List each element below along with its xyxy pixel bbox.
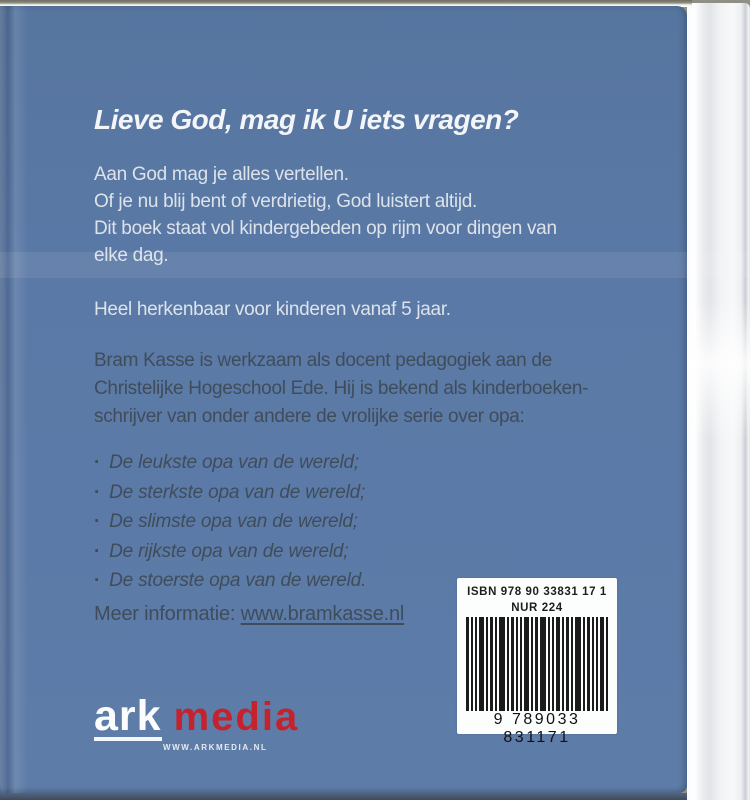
back-cover <box>0 6 687 793</box>
book-list-item-text: De sterkste opa van de wereld; <box>109 481 366 503</box>
isbn-text: ISBN 978 90 33831 17 1 <box>467 586 607 598</box>
barcode-icon <box>466 617 608 711</box>
book-list-item <box>94 537 366 567</box>
book-list-item-text: De rijkste opa van de wereld; <box>109 540 349 562</box>
author-bio <box>94 347 588 431</box>
ark-wordmark: ark <box>94 692 162 740</box>
age-note: Heel herkenbaar voor kinderen vanaf 5 jaar. <box>94 299 451 320</box>
website-link-text: www.bramkasse.nl <box>240 603 405 625</box>
intro-line: Of je nu blij bent of verdrietig, God luistert altijd. <box>94 191 477 212</box>
book-list-item <box>94 448 366 478</box>
publisher-logo <box>94 692 300 752</box>
book-list-item-text: De stoerste opa van de wereld. <box>109 570 367 591</box>
nur-text: NUR 224 <box>511 602 563 614</box>
book-title: Lieve God, mag ik U iets vragen? <box>94 104 519 135</box>
book-list-item-text: De leukste opa van de wereld; <box>109 452 359 473</box>
book-list-item <box>94 566 366 596</box>
spine-shade <box>0 6 28 793</box>
bullet-icon: · <box>94 481 101 503</box>
media-wordmark: media <box>173 695 300 739</box>
intro-line: Aan God mag je alles vertellen. <box>94 164 349 185</box>
more-info-label: Meer informatie: <box>94 603 241 625</box>
bullet-icon: · <box>94 452 101 473</box>
author-bio-line: schrijver van onder andere de vrolijke serie over opa: <box>94 406 525 427</box>
author-bio-line: Bram Kasse is werkzaam als docent pedagogiek aan de <box>94 350 552 371</box>
ean-number: 9 789033 831171 <box>493 711 581 746</box>
intro-line: Dit boek staat vol kindergebeden op rijm voor dingen van <box>94 218 557 239</box>
book-bottom-edge <box>0 793 687 800</box>
book-list-item-text: De slimste opa van de wereld; <box>109 511 358 532</box>
book-list-item <box>94 507 366 537</box>
book-list-item <box>94 478 366 508</box>
bullet-icon: · <box>94 511 101 532</box>
page-edge-glare <box>687 300 750 440</box>
publisher-website: WWW.ARKMEDIA.NL <box>163 743 268 752</box>
more-info-line <box>94 603 404 626</box>
barcode-panel <box>457 578 617 746</box>
bullet-icon: · <box>94 540 101 562</box>
publisher-wordmark <box>94 692 300 741</box>
author-bio-line: Christelijke Hogeschool Ede. Hij is bekend als kinderboeken- <box>94 378 589 399</box>
intro-line: elke dag. <box>94 245 169 266</box>
book-list <box>94 448 366 596</box>
scan-glare <box>0 252 750 278</box>
bullet-icon: · <box>94 570 101 591</box>
